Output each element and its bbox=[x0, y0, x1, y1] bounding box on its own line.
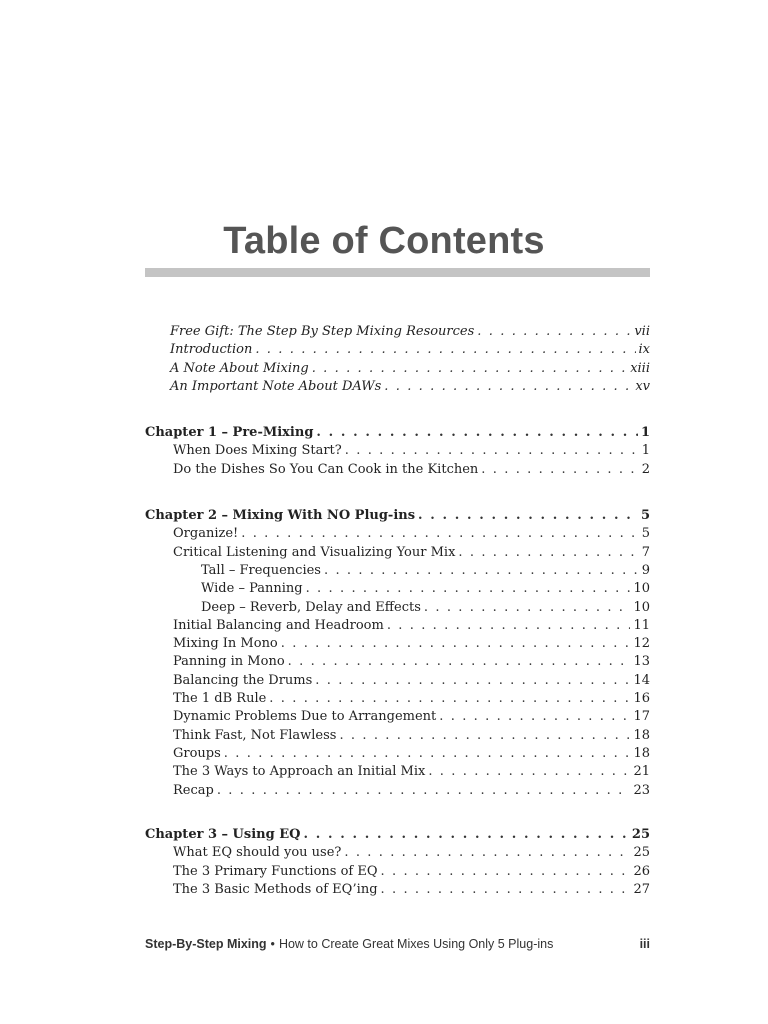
dot-leader bbox=[424, 599, 631, 617]
section-item-title: Critical Listening and Visualizing Your Mix bbox=[173, 544, 456, 560]
section-item-title: Think Fast, Not Flawless bbox=[173, 727, 337, 743]
dot-leader bbox=[224, 745, 631, 763]
dot-leader bbox=[418, 507, 638, 525]
section-item bbox=[173, 763, 650, 781]
front-matter-item-page: xv bbox=[635, 378, 650, 394]
dot-leader bbox=[288, 653, 631, 671]
section-item bbox=[173, 525, 650, 543]
dot-leader bbox=[217, 782, 631, 800]
section-item-page: 7 bbox=[641, 544, 650, 560]
chapter-heading-page: 25 bbox=[631, 827, 650, 842]
section-item bbox=[173, 544, 650, 562]
subsection-item bbox=[201, 599, 650, 617]
chapter-heading bbox=[145, 826, 650, 844]
front-matter-item-page: xiii bbox=[630, 360, 650, 376]
section-item-page: 11 bbox=[633, 617, 650, 633]
front-matter-item-title: A Note About Mixing bbox=[170, 360, 309, 376]
dot-leader bbox=[281, 635, 631, 653]
dot-leader bbox=[241, 525, 638, 543]
section-item-page: 21 bbox=[633, 764, 650, 780]
section-item-title: Recap bbox=[173, 782, 214, 798]
section-item-title: Dynamic Problems Due to Arrangement bbox=[173, 709, 437, 725]
section-item bbox=[173, 461, 650, 479]
footer-separator: • bbox=[270, 937, 275, 951]
subsection-item-page: 9 bbox=[641, 562, 650, 578]
page-title: Table of Contents bbox=[223, 220, 545, 262]
dot-leader bbox=[381, 863, 631, 881]
section-item-title: Initial Balancing and Headroom bbox=[173, 617, 384, 633]
section-item-page: 23 bbox=[633, 782, 650, 798]
section-item-page: 13 bbox=[633, 654, 650, 670]
front-matter-item-title: Free Gift: The Step By Step Mixing Resources bbox=[170, 324, 475, 339]
subsection-item-title: Tall – Frequencies bbox=[201, 562, 321, 578]
section-item-title: Groups bbox=[173, 745, 221, 761]
section-item bbox=[173, 881, 650, 899]
section-item bbox=[173, 653, 650, 671]
chapter-heading-page: 1 bbox=[640, 425, 650, 440]
section-item bbox=[173, 863, 650, 881]
section-item-page: 26 bbox=[633, 863, 650, 879]
chapter-heading bbox=[145, 424, 650, 442]
front-matter-item-title: Introduction bbox=[170, 342, 253, 358]
subsection-item-page: 10 bbox=[633, 599, 650, 615]
running-footer bbox=[145, 937, 650, 951]
chapter-heading-title: Chapter 3 – Using EQ bbox=[145, 827, 301, 842]
section-item-page: 5 bbox=[641, 526, 650, 542]
front-matter-item-title: An Important Note About DAWs bbox=[170, 378, 382, 394]
front-matter-item bbox=[170, 323, 650, 341]
dot-leader bbox=[339, 727, 630, 745]
footer-book-title: Step-By-Step Mixing bbox=[145, 937, 267, 951]
section-item bbox=[173, 442, 650, 460]
section-item-title: Balancing the Drums bbox=[173, 672, 313, 688]
dot-leader bbox=[381, 881, 631, 899]
section-item-page: 14 bbox=[633, 672, 650, 688]
section-item-title: Do the Dishes So You Can Cook in the Kitchen bbox=[173, 461, 479, 477]
section-item-page: 12 bbox=[633, 636, 650, 652]
section-item-title: Mixing In Mono bbox=[173, 636, 278, 652]
dot-leader bbox=[387, 617, 631, 635]
section-item-page: 27 bbox=[633, 881, 650, 897]
section-item bbox=[173, 635, 650, 653]
title-rule bbox=[145, 268, 650, 277]
chapter-heading-page: 5 bbox=[640, 508, 650, 523]
section-item-page: 16 bbox=[633, 691, 650, 706]
chapter-heading-title: Chapter 2 – Mixing With NO Plug-ins bbox=[145, 508, 416, 523]
dot-leader bbox=[303, 826, 628, 844]
section-item bbox=[173, 708, 650, 726]
subsection-item-page: 10 bbox=[633, 581, 650, 597]
section-item-title: The 3 Basic Methods of EQ’ing bbox=[173, 881, 378, 897]
section-item-page: 25 bbox=[633, 845, 650, 861]
section-item-title: The 1 dB Rule bbox=[173, 691, 267, 706]
section-item-title: The 3 Primary Functions of EQ bbox=[173, 863, 378, 879]
chapter-heading-title: Chapter 1 – Pre-Mixing bbox=[145, 425, 314, 440]
section-item-title: The 3 Ways to Approach an Initial Mix bbox=[173, 764, 426, 780]
dot-leader bbox=[312, 360, 627, 378]
subsection-item-title: Wide – Panning bbox=[201, 581, 303, 597]
dot-leader bbox=[315, 672, 630, 690]
dot-leader bbox=[439, 708, 630, 726]
dot-leader bbox=[477, 323, 631, 341]
dot-leader bbox=[481, 461, 638, 479]
section-item-title: When Does Mixing Start? bbox=[173, 443, 342, 459]
dot-leader bbox=[345, 442, 639, 460]
dot-leader bbox=[384, 378, 632, 396]
section-item bbox=[173, 745, 650, 763]
section-item bbox=[173, 782, 650, 800]
dot-leader bbox=[344, 844, 630, 862]
section-item-page: 18 bbox=[633, 727, 650, 743]
section-item-title: Panning in Mono bbox=[173, 654, 285, 670]
front-matter-item bbox=[170, 341, 650, 359]
subsection-item bbox=[201, 562, 650, 580]
front-matter-item-page: vii bbox=[634, 324, 650, 339]
chapter-heading bbox=[145, 507, 650, 525]
section-item bbox=[173, 727, 650, 745]
dot-leader bbox=[316, 424, 638, 442]
front-matter-item bbox=[170, 360, 650, 378]
section-item-page: 1 bbox=[641, 443, 650, 459]
dot-leader bbox=[458, 544, 638, 562]
section-item bbox=[173, 617, 650, 635]
dot-leader bbox=[324, 562, 639, 580]
section-item-page: 17 bbox=[633, 709, 650, 725]
section-item-page: 18 bbox=[633, 745, 650, 761]
section-item bbox=[173, 672, 650, 690]
section-item-title: What EQ should you use? bbox=[173, 845, 342, 861]
section-item bbox=[173, 844, 650, 862]
dot-leader bbox=[255, 341, 635, 359]
dot-leader bbox=[428, 763, 630, 781]
subsection-item bbox=[201, 580, 650, 598]
front-matter-item bbox=[170, 378, 650, 396]
dot-leader bbox=[269, 690, 630, 708]
subsection-item-title: Deep – Reverb, Delay and Effects bbox=[201, 599, 421, 615]
section-item bbox=[173, 690, 650, 708]
section-item-title: Organize! bbox=[173, 526, 239, 542]
dot-leader bbox=[306, 580, 631, 598]
section-item-page: 2 bbox=[641, 461, 650, 477]
footer-page-number: iii bbox=[639, 937, 650, 951]
front-matter-item-page: ix bbox=[638, 342, 650, 358]
footer-subtitle: How to Create Great Mixes Using Only 5 Plug-ins bbox=[278, 937, 554, 951]
